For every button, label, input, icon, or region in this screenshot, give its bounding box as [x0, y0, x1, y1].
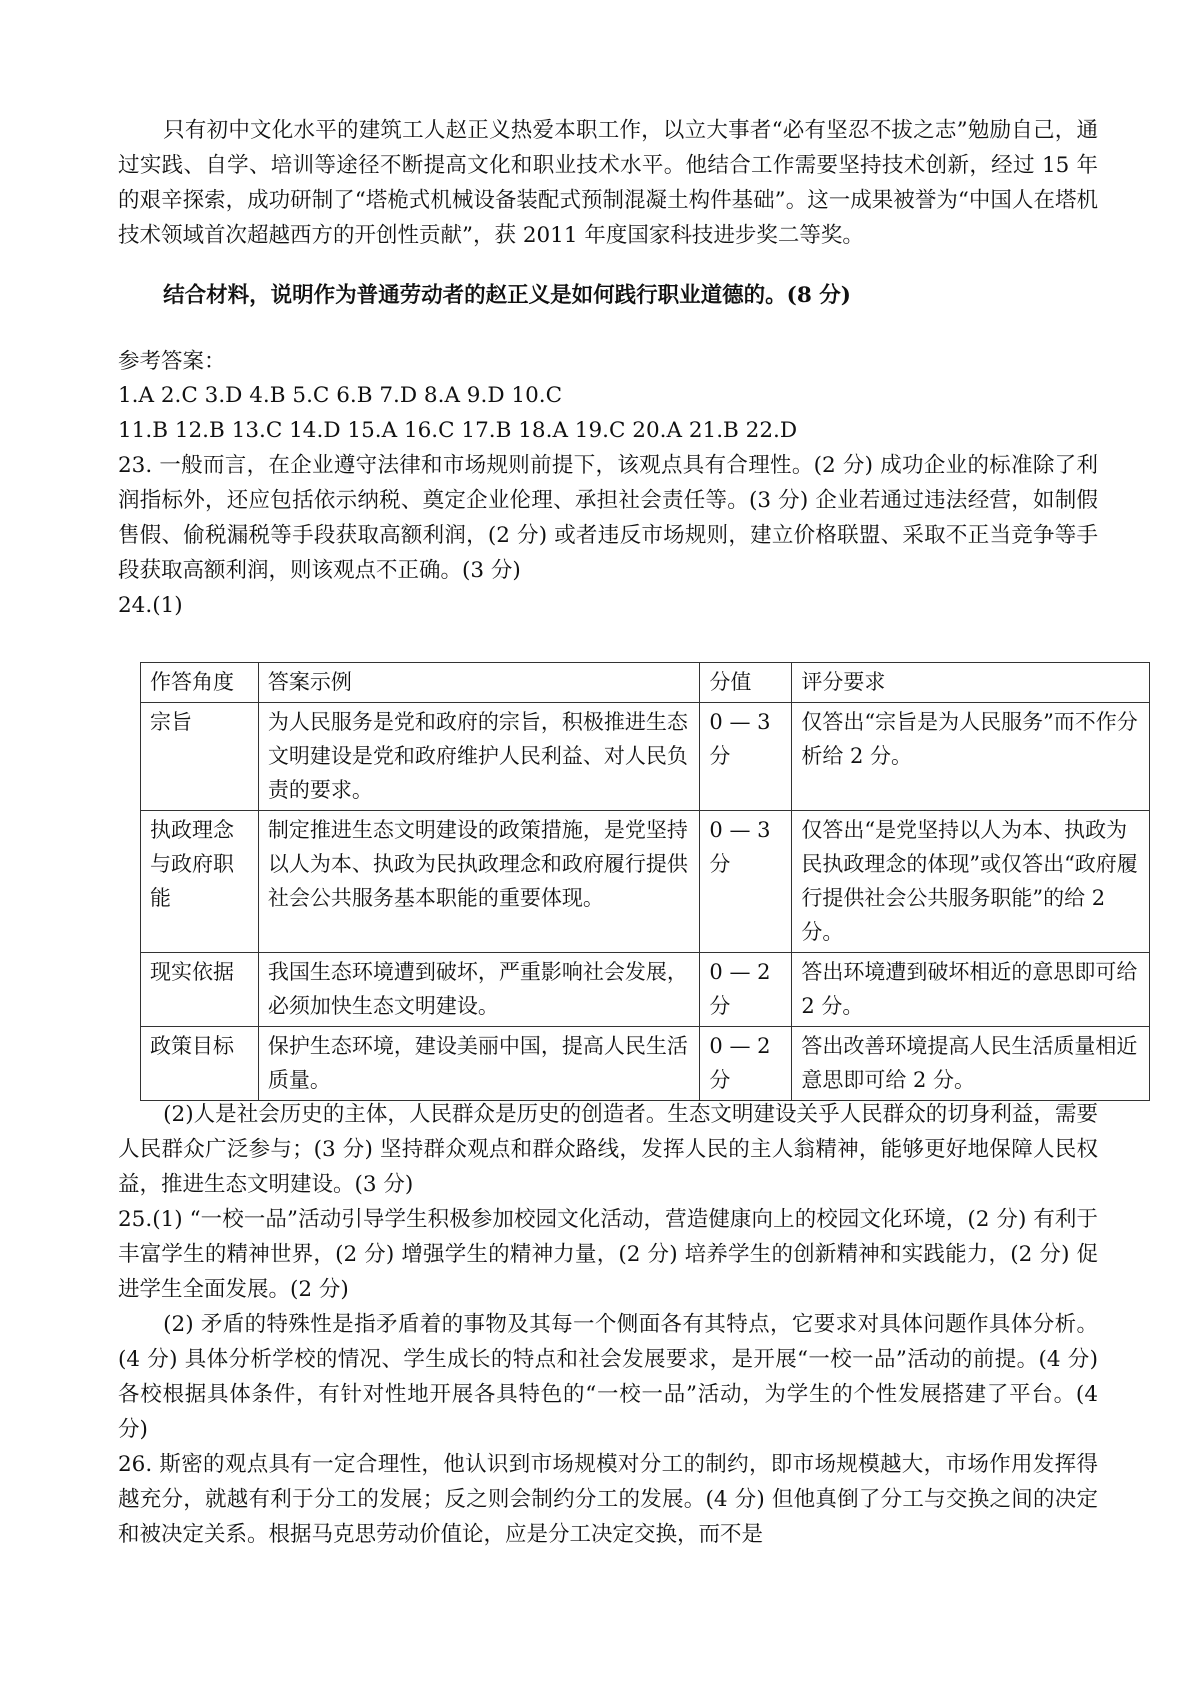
table-cell: 0 — 2 分 [700, 1027, 792, 1101]
table-cell: 保护生态环境，建设美丽中国，提高人民生活质量。 [258, 1027, 700, 1101]
table-header-row [141, 663, 1150, 703]
table-cell: 宗旨 [141, 703, 259, 811]
table-row [141, 703, 1150, 811]
answer-25-part-2: (2) 矛盾的特殊性是指矛盾着的事物及其每一个侧面各有其特点，它要求对具体问题作具体分析。(4 分) 具体分析学校的情况、学生成长的特点和社会发展要求，是开展“一校一品”活动的前提。(4 分) 各校根据具体条件，有针对性地开展各具特色的“一校一品”活动，为学生的个性发展搭建了平台。(4 分) [118, 1312, 1098, 1442]
answer-24-label: 24.(1) [118, 593, 183, 618]
question-prompt: 结合材料，说明作为普通劳动者的赵正义是如何践行职业道德的。(8 分) [163, 283, 851, 308]
table-cell: 0 — 3 分 [700, 811, 792, 953]
table-row [141, 1027, 1150, 1101]
table-cell: 仅答出“是党坚持以人为本、执政为民执政理念的体现”或仅答出“政府履行提供社会公共服务职能”的给 2 分。 [792, 811, 1150, 953]
table-header-cell: 作答角度 [141, 663, 259, 703]
table-cell: 我国生态环境遭到破坏，严重影响社会发展，必须加快生态文明建设。 [258, 953, 700, 1027]
table-cell: 为人民服务是党和政府的宗旨，积极推进生态文明建设是党和政府维护人民利益、对人民负责的要求。 [258, 703, 700, 811]
table-row [141, 953, 1150, 1027]
choice-answers-line-1: 1.A 2.C 3.D 4.B 5.C 6.B 7.D 8.A 9.D 10.C [118, 383, 563, 408]
table-cell: 答出环境遭到破坏相近的意思即可给 2 分。 [792, 953, 1150, 1027]
scoring-table [140, 662, 1150, 1101]
answer-25-part-1: 25.(1) “一校一品”活动引导学生积极参加校园文化活动，营造健康向上的校园文化环境，(2 分) 有利于丰富学生的精神世界，(2 分) 增强学生的精神力量，(2 分) 培养学生的创新精神和实践能力，(2 分) 促进学生全面发展。(2 分) [118, 1207, 1098, 1302]
material-paragraph: 只有初中文化水平的建筑工人赵正义热爱本职工作，以立大事者“必有坚忍不拔之志”勉励自己，通过实践、自学、培训等途径不断提高文化和职业技术水平。他结合工作需要坚持技术创新，经过 15 年的艰辛探索，成功研制了“塔桅式机械设备装配式预制混凝土构件基础”。这一成果被誉为“中国人在塔机技术领域首次超越西方的开创性贡献”，获 2011 年度国家科技进步奖二等奖。 [118, 118, 1098, 248]
table-cell: 现实依据 [141, 953, 259, 1027]
table-cell: 执政理念与政府职能 [141, 811, 259, 953]
table-header-cell: 评分要求 [792, 663, 1150, 703]
answers-heading: 参考答案： [118, 349, 226, 374]
table-row [141, 811, 1150, 953]
table-header-cell: 答案示例 [258, 663, 700, 703]
table-cell: 制定推进生态文明建设的政策措施，是党坚持以人为本、执政为民执政理念和政府履行提供社会公共服务基本职能的重要体现。 [258, 811, 700, 953]
table-cell: 0 — 2 分 [700, 953, 792, 1027]
table-cell: 答出改善环境提高人民生活质量相近意思即可给 2 分。 [792, 1027, 1150, 1101]
answer-24-part-2: (2)人是社会历史的主体，人民群众是历史的创造者。生态文明建设关乎人民群众的切身利益，需要人民群众广泛参与；(3 分) 坚持群众观点和群众路线，发挥人民的主人翁精神，能够更好地保障人民权益，推进生态文明建设。(3 分) [118, 1102, 1098, 1197]
choice-answers-line-2: 11.B 12.B 13.C 14.D 15.A 16.C 17.B 18.A 19.C 20.A 21.B 22.D [118, 418, 798, 443]
table-cell: 仅答出“宗旨是为人民服务”而不作分析给 2 分。 [792, 703, 1150, 811]
table-header-cell: 分值 [700, 663, 792, 703]
answer-26: 26. 斯密的观点具有一定合理性，他认识到市场规模对分工的制约，即市场规模越大，市场作用发挥得越充分，就越有利于分工的发展；反之则会制约分工的发展。(4 分) 但他真倒了分工与交换之间的决定和被决定关系。根据马克思劳动价值论，应是分工决定交换，而不是 [118, 1452, 1098, 1547]
table-cell: 0 — 3 分 [700, 703, 792, 811]
answer-23: 23. 一般而言，在企业遵守法律和市场规则前提下，该观点具有合理性。(2 分) 成功企业的标准除了利润指标外，还应包括依示纳税、奠定企业伦理、承担社会责任等。(3 分) 企业若通过违法经营，如制假售假、偷税漏税等手段获取高额利润，(2 分) 或者违反市场规则，建立价格联盟、采取不正当竞争等手段获取高额利润，则该观点不正确。(3 分) [118, 453, 1098, 583]
table-cell: 政策目标 [141, 1027, 259, 1101]
